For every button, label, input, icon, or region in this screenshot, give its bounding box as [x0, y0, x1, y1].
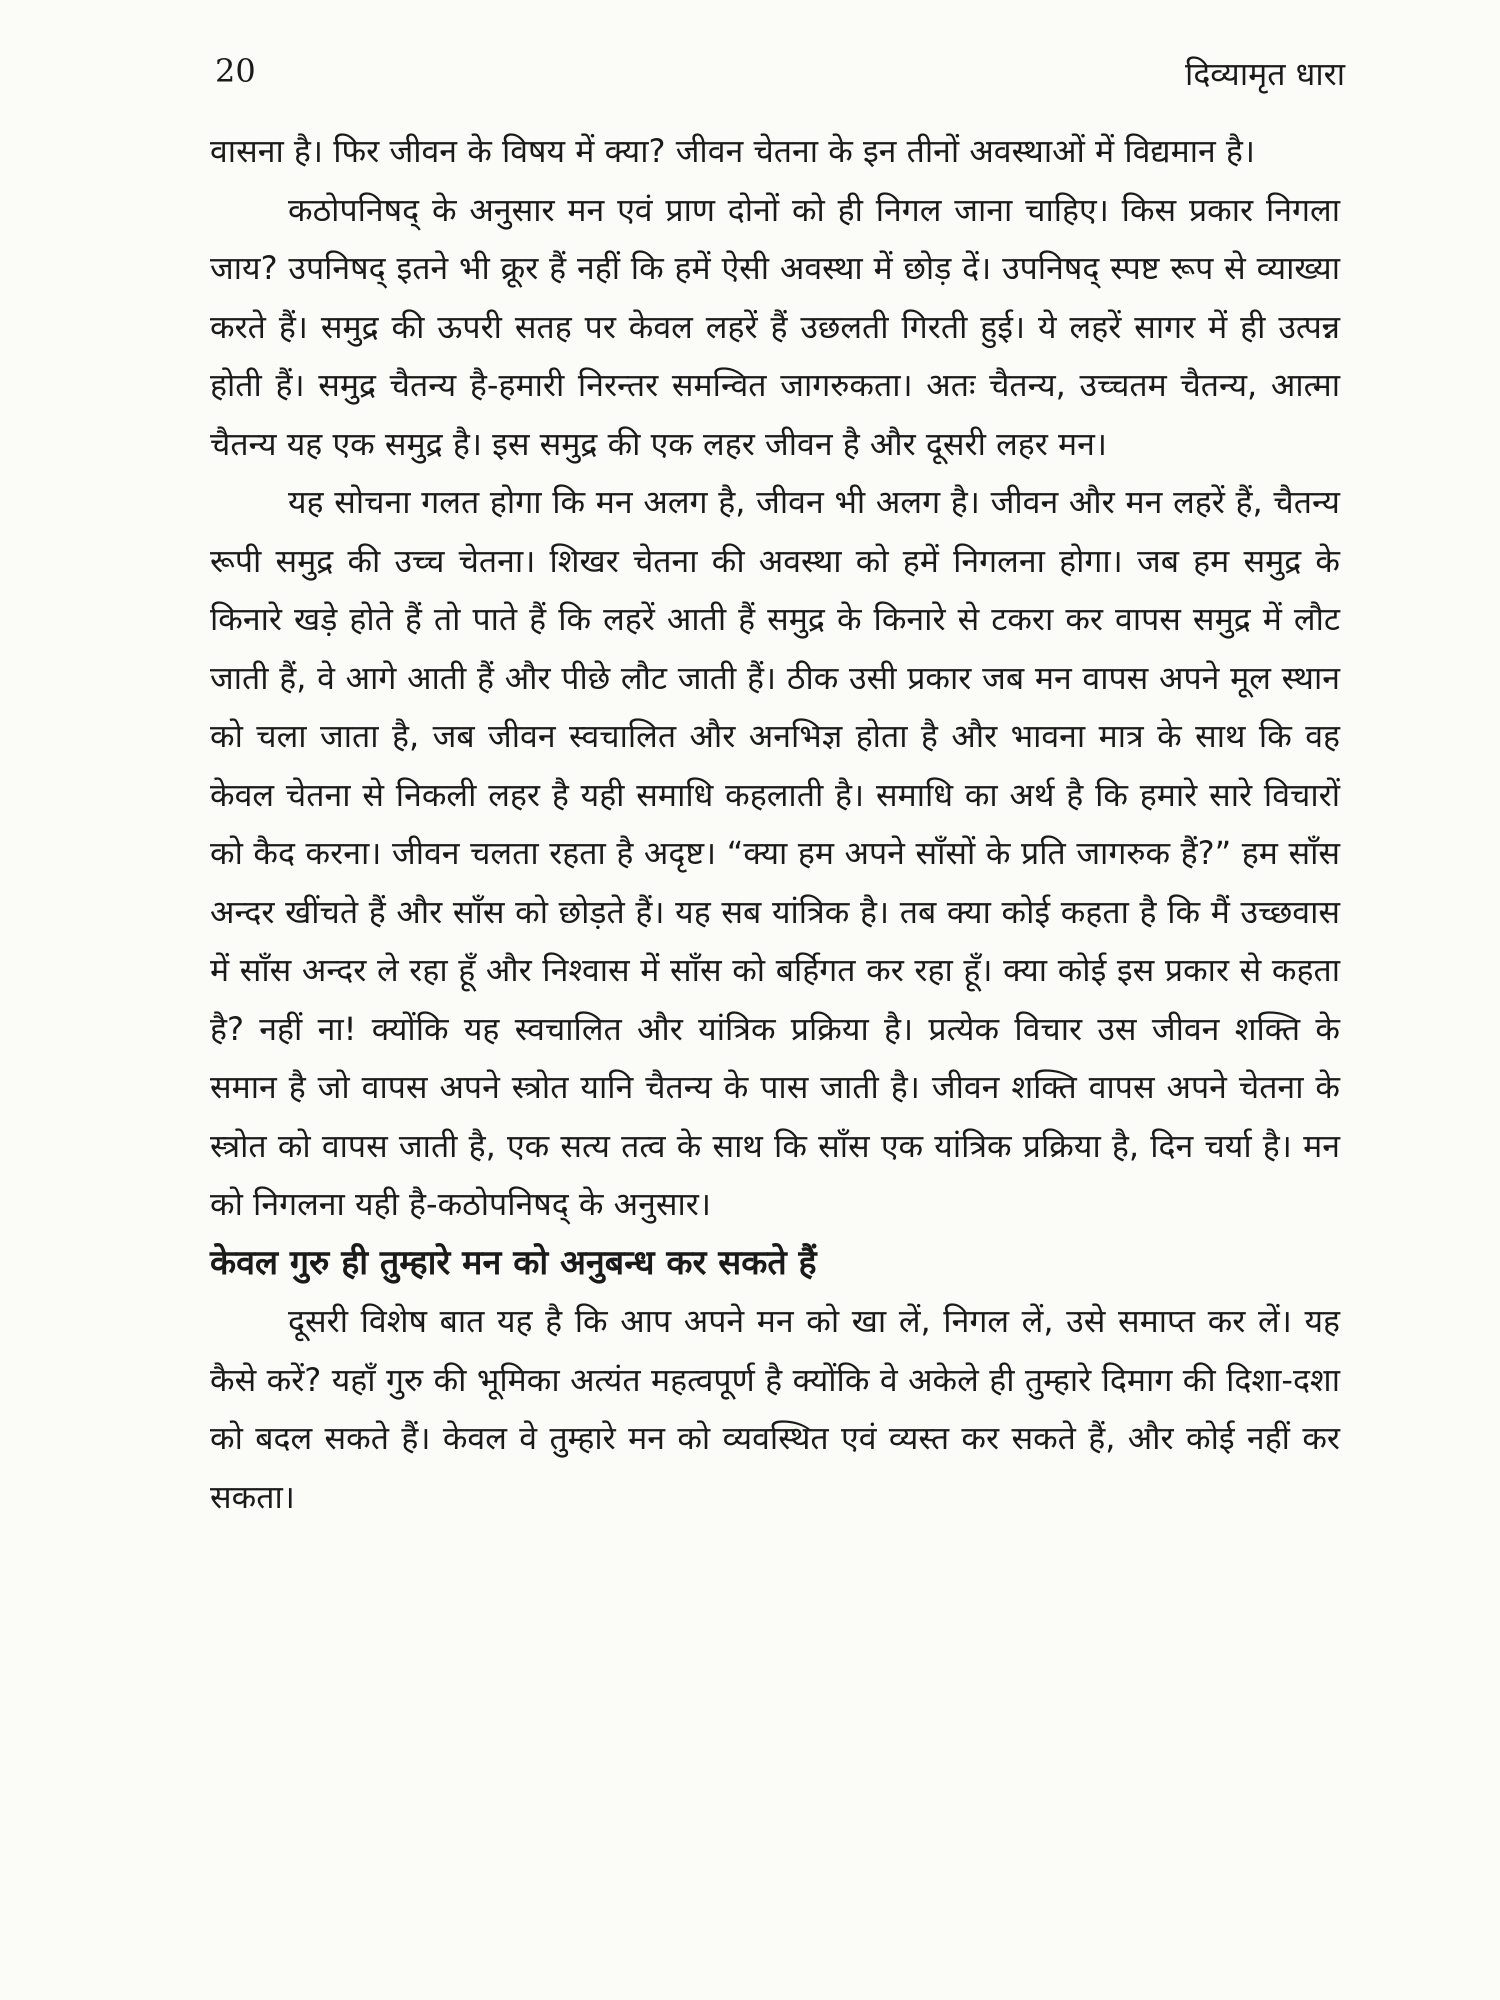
section-heading: केवल गुरु ही तुम्हारे मन को अनुबन्ध कर सकते हैं	[210, 1242, 817, 1283]
page-number: 20	[215, 52, 256, 90]
page-header	[215, 52, 1345, 112]
paragraph-4: दूसरी विशेष बात यह है कि आप अपने मन को खा लें, निगल लें, उसे समाप्त कर लें। यह कैसे करें? यहाँ गुरु की भूमिका अत्यंत महत्वपूर्ण है क्योंकि वे अकेले ही तुम्हारे दिमाग की दिशा-दशा को बदल सकते हैं। केवल वे तुम्हारे मन को व्यवस्थित एवं व्यस्त कर सकते हैं, और कोई नहीं कर सकता।	[210, 1302, 1340, 1516]
paragraph-2: कठोपनिषद् के अनुसार मन एवं प्राण दोनों को ही निगल जाना चाहिए। किस प्रकार निगला जाय? उपनिषद् इतने भी क्रूर हैं नहीं कि हमें ऐसी अवस्था में छोड़ दें। उपनिषद् स्पष्ट रूप से व्याख्या करते हैं। समुद्र की ऊपरी सतह पर केवल लहरें हैं उछलती गिरती हुई। ये लहरें सागर में ही उत्पन्न होती हैं। समुद्र चैतन्य है-हमारी निरन्तर समन्वित जागरुकता। अतः चैतन्य, उच्चतम चैतन्य, आत्मा चैतन्य यह एक समुद्र है। इस समुद्र की एक लहर जीवन है और दूसरी लहर मन।	[210, 190, 1340, 463]
paragraph-3: यह सोचना गलत होगा कि मन अलग है, जीवन भी अलग है। जीवन और मन लहरें हैं, चैतन्य रूपी समुद्र की उच्च चेतना। शिखर चेतना की अवस्था को हमें निगलना होगा। जब हम समुद्र के किनारे खड़े होते हैं तो पाते हैं कि लहरें आती हैं समुद्र के किनारे से टकरा कर वापस समुद्र में लौट जाती हैं, वे आगे आती हैं और पीछे लौट जाती हैं। ठीक उसी प्रकार जब मन वापस अपने मूल स्थान को चला जाता है, जब जीवन स्वचालित और अनभिज्ञ होता है और भावना मात्र के साथ कि वह केवल चेतना से निकली लहर है यही समाधि कहलाती है। समाधि का अर्थ है कि हमारे सारे विचारों को कैद करना। जीवन चलता रहता है अदृष्ट। “क्या हम अपने साँसों के प्रति जागरुक हैं?” हम साँस अन्दर खींचते हैं और साँस को छोड़ते हैं। यह सब यांत्रिक है। तब क्या कोई कहता है कि मैं उच्छवास में साँस अन्दर ले रहा हूँ और निश्वास में साँस को बर्हिगत कर रहा हूँ। क्या कोई इस प्रकार से कहता है? नहीं ना! क्योंकि यह स्वचालित और यांत्रिक प्रक्रिया है। प्रत्येक विचार उस जीवन शक्ति के समान है जो वापस अपने स्त्रोत यानि चैतन्य के पास जाती है। जीवन शक्ति वापस अपने चेतना के स्त्रोत को वापस जाती है, एक सत्य तत्व के साथ कि साँस एक यांत्रिक प्रक्रिया है, दिन चर्या है। मन को निगलना यही है-कठोपनिषद् के अनुसार।	[210, 483, 1340, 1223]
running-title: दिव्यामृत धारा	[1185, 55, 1345, 93]
page-body	[210, 122, 1340, 1526]
paragraph-1: वासना है। फिर जीवन के विषय में क्या? जीवन चेतना के इन तीनों अवस्थाओं में विद्यमान है।	[210, 132, 1256, 170]
